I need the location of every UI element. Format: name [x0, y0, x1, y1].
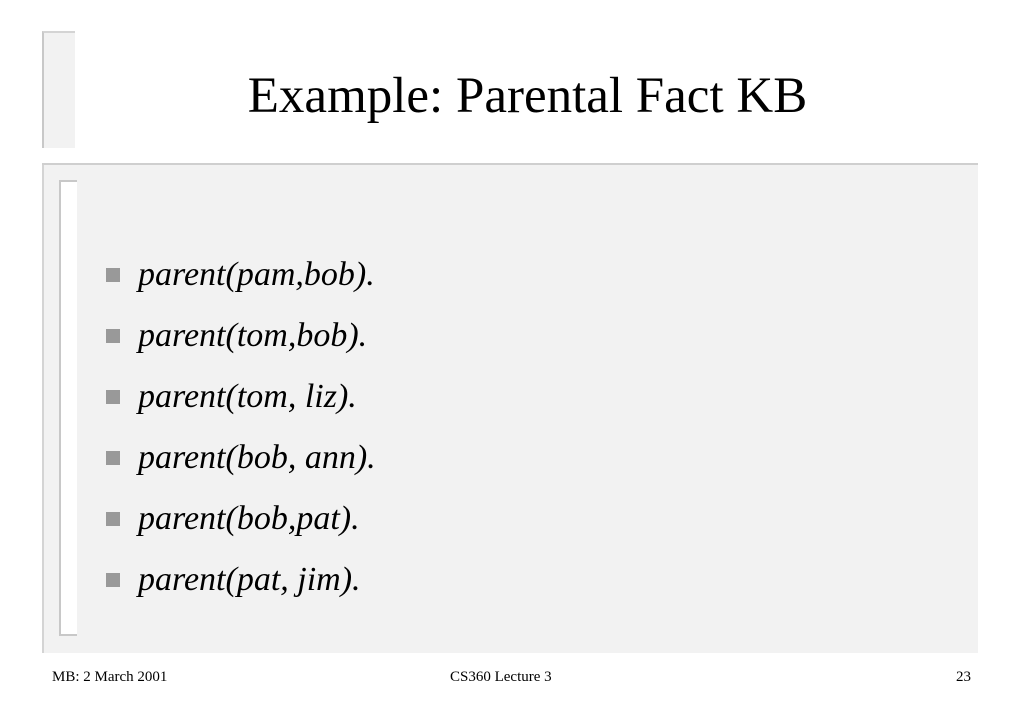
bullet-text: parent(pat, jim). — [138, 560, 361, 598]
bullet-text: parent(bob, ann). — [138, 438, 376, 476]
footer-date: MB: 2 March 2001 — [52, 669, 168, 685]
footer-course: CS360 Lecture 3 — [450, 669, 552, 685]
slide-title: Example: Parental Fact KB — [247, 68, 808, 124]
bullet-item — [106, 305, 376, 366]
bullet-item — [106, 488, 376, 549]
square-bullet-icon — [106, 329, 120, 343]
bullet-item — [106, 427, 376, 488]
square-bullet-icon — [106, 268, 120, 282]
bullet-text: parent(pam,bob). — [138, 255, 375, 293]
square-bullet-icon — [106, 390, 120, 404]
content-bracket-decoration — [59, 180, 77, 636]
bullet-text: parent(tom, liz). — [138, 377, 357, 415]
square-bullet-icon — [106, 573, 120, 587]
bullet-text: parent(tom,bob). — [138, 316, 368, 354]
bullet-item — [106, 244, 376, 305]
bullet-item — [106, 549, 376, 610]
square-bullet-icon — [106, 451, 120, 465]
bullet-list — [106, 244, 376, 610]
page-number: 23 — [956, 669, 971, 685]
bullet-text: parent(bob,pat). — [138, 499, 360, 537]
square-bullet-icon — [106, 512, 120, 526]
bullet-item — [106, 366, 376, 427]
